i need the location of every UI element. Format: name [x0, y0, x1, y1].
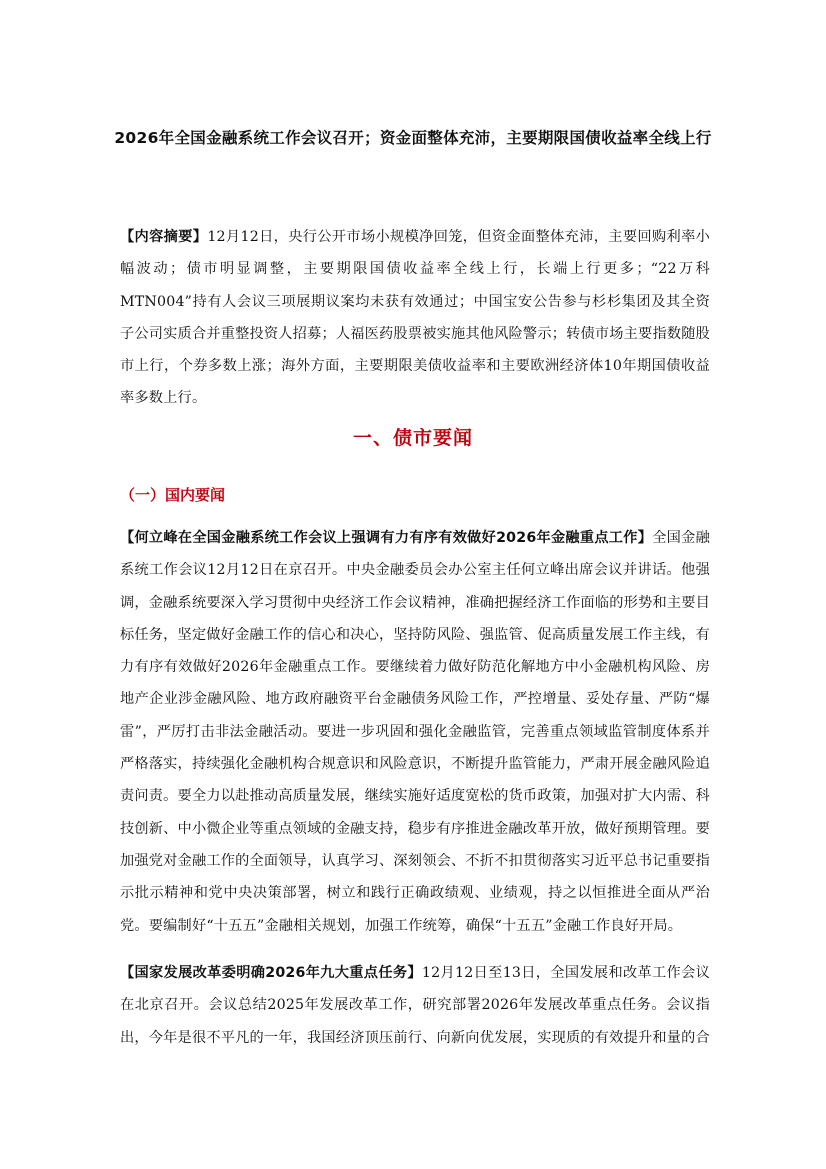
summary-text: 12月12日，央行公开市场小规模净回笼，但资金面整体充沛，主要回购利率小幅波动；债市明显调整，主要期限国债收益率全线上行，长端上行更多；“22万科MTN004”持有人会议三项展期议案均未获有效通过；中国宝安公告参与杉杉集团及其全资子公司实质合并重整投资人招募；人福医药股票被实施其他风险警示；转债市场主要指数随股市上行，个券多数上涨；海外方面，主要期限美债收益率和主要欧洲经济体10年期国债收益率多数上行。	[120, 229, 711, 407]
document-title: 2026年全国金融系统工作会议召开；资金面整体充沛，主要期限国债收益率全线上行	[114, 129, 712, 147]
news-headline: 【何立峰在全国金融系统工作会议上强调有力有序有效做好2026年金融重点工作】	[120, 530, 653, 546]
news-body: 12月12日至13日，全国发展和改革工作会议在北京召开。会议总结2025年发展改革工作，研究部署2026年发展改革重点任务。会议指出，今年是很不平凡的一年，我国经济顶压前行、向新向优发展，实现质的有效提升和量的合	[120, 965, 710, 1046]
section-heading: 一、债市要闻	[352, 427, 473, 449]
news-item	[120, 522, 710, 942]
news-item	[120, 957, 710, 1054]
news-body: 全国金融系统工作会议12月12日在京召开。中央金融委员会办公室主任何立峰出席会议并讲话。他强调，金融系统要深入学习贯彻中央经济工作会议精神，准确把握经济工作面临的形势和主要目标任务，坚定做好金融工作的信心和决心，坚持防风险、强监管、促高质量发展工作主线，有力有序有效做好2026年金融重点工作。要继续着力做好防范化解地方中小金融机构风险、房地产企业涉金融风险、地方政府融资平台金融债务风险工作，严控增量、妥处存量、严防“爆雷”，严厉打击非法金融活动。要进一步巩固和强化金融监管，完善重点领域监管制度体系并严格落实，持续强化金融机构合规意识和风险意识，不断提升监管能力，严肃开展金融风险追责问责。要全力以赴推动高质量发展，继续实施好适度宽松的货币政策，加强对扩大内需、科技创新、中小微企业等重点领域的金融支持，稳步有序推进金融改革开放，做好预期管理。要加强党对金融工作的全面领导，认真学习、深刻领会、不折不扣贯彻落实习近平总书记重要指示批示精神和党中央决策部署，树立和践行正确政绩观、业绩观，持之以恒推进全面从严治党。要编制好“十五五”金融相关规划，加强工作统筹，确保“十五五”金融工作良好开局。	[120, 530, 710, 934]
news-headline: 【国家发展改革委明确2026年九大重点任务】	[120, 965, 422, 981]
sub-heading: （一）国内要闻	[120, 486, 226, 504]
summary-paragraph	[120, 221, 710, 415]
summary-label: 【内容摘要】	[120, 229, 208, 245]
